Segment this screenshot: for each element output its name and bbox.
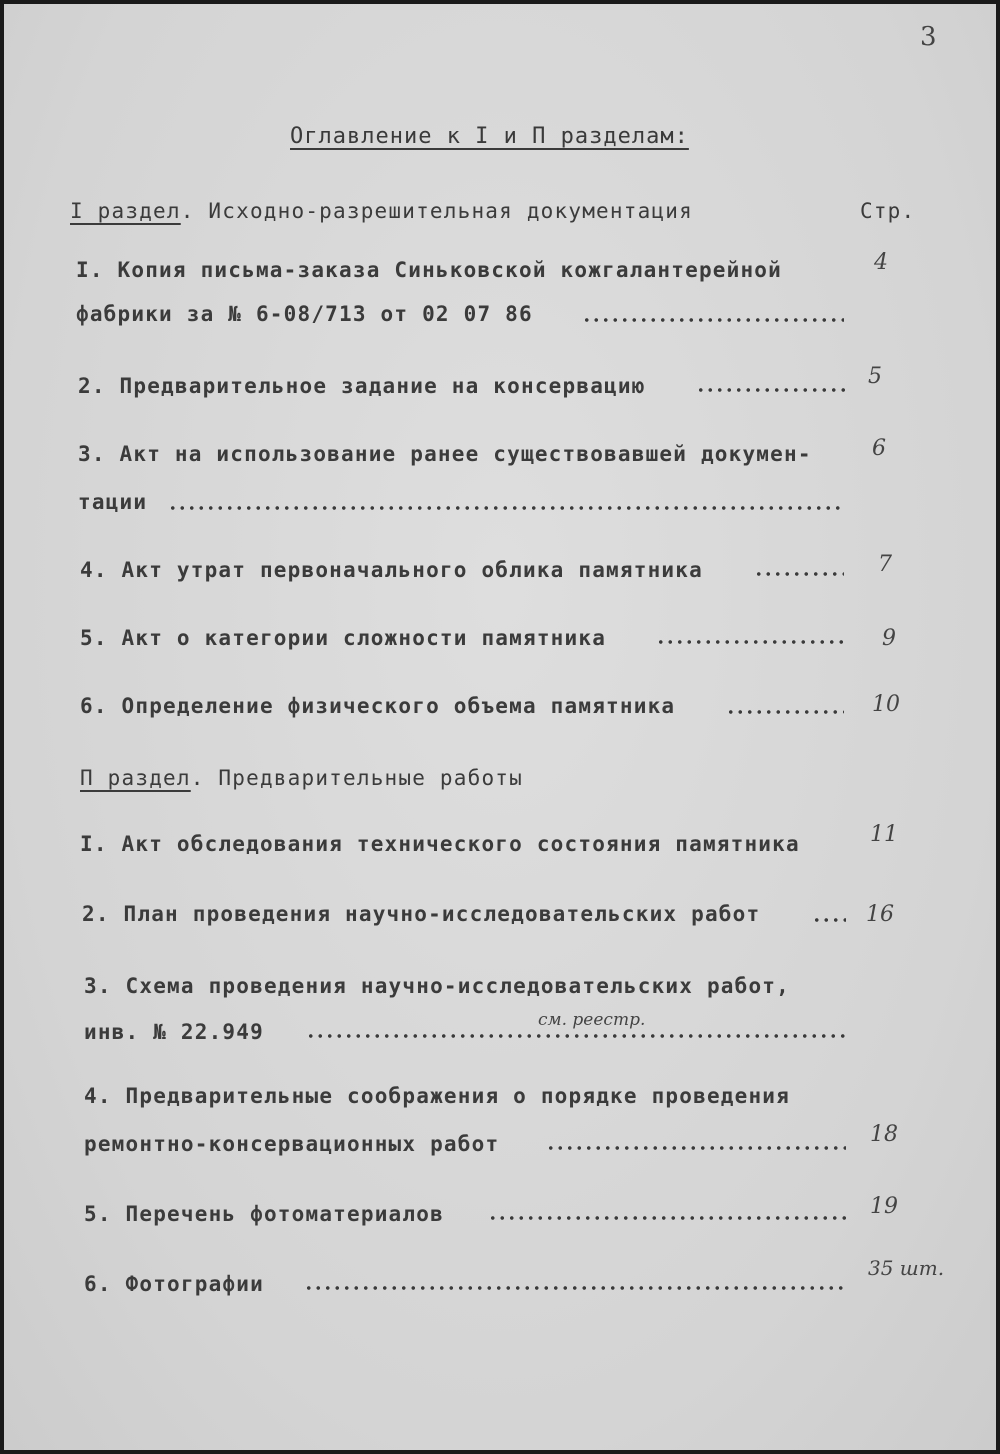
toc-entry-1-1-page: 4: [874, 250, 888, 275]
toc-entry-2-6: 6. Фотографии: [84, 1272, 264, 1296]
toc-entry-1-5-page: 9: [882, 626, 896, 651]
page-title: Оглавление к I и П разделам:: [290, 124, 689, 149]
leader-dots: [488, 1216, 846, 1220]
toc-entry-1-6-page: 10: [872, 692, 900, 717]
toc-entry-1-4-page: 7: [878, 552, 892, 577]
section1-label: I раздел: [70, 199, 181, 223]
section2-label: П раздел: [80, 766, 191, 790]
toc-entry-1-5: 5. Акт о категории сложности памятника: [80, 626, 607, 650]
toc-entry-2-2: 2. План проведения научно-исследовательских работ: [82, 902, 761, 926]
toc-entry-1-2-page: 5: [868, 364, 882, 389]
toc-entry-2-3-line1: 3. Схема проведения научно-исследовательских работ,: [84, 974, 790, 998]
leader-dots: [168, 506, 844, 510]
page-column-label: Стр.: [860, 199, 916, 223]
toc-entry-2-3-line2: инв. № 22.949: [84, 1020, 264, 1044]
handwritten-annotation: см. реестр.: [538, 1010, 646, 1030]
leader-dots: [304, 1286, 846, 1290]
leader-dots: [812, 918, 846, 922]
toc-entry-2-4-page: 18: [870, 1122, 898, 1147]
leader-dots: [754, 572, 844, 576]
leader-dots: [696, 388, 846, 392]
toc-entry-2-4-line1: 4. Предварительные соображения о порядке проведения: [84, 1084, 790, 1108]
toc-entry-1-3-page: 6: [872, 436, 886, 461]
toc-entry-2-1-page: 11: [870, 822, 898, 847]
page-number: 3: [920, 22, 937, 52]
toc-entry-1-3-line2: тации: [78, 490, 148, 514]
leader-dots: [726, 710, 844, 714]
toc-entry-1-6: 6. Определение физического объема памятника: [80, 694, 676, 718]
leader-dots: [656, 640, 844, 644]
leader-dots: [546, 1146, 846, 1150]
toc-entry-2-1: I. Акт обследования технического состояния памятника: [80, 832, 800, 856]
toc-entry-2-5-page: 19: [870, 1194, 898, 1219]
section1-title: . Исходно-разрешительная документация: [180, 199, 693, 223]
toc-entry-1-1-line1: I. Копия письма-заказа Синьковской кожгалантерейной: [76, 258, 782, 282]
toc-entry-1-2: 2. Предварительное задание на консервацию: [78, 374, 646, 398]
document-page: [4, 4, 996, 1450]
toc-entry-2-6-page: 35 шт.: [868, 1256, 945, 1280]
toc-entry-2-5: 5. Перечень фотоматериалов: [84, 1202, 444, 1226]
section2-title: . Предварительные работы: [190, 766, 523, 790]
toc-entry-2-2-page: 16: [866, 902, 894, 927]
toc-entry-1-4: 4. Акт утрат первоначального облика памятника: [80, 558, 703, 582]
toc-entry-1-1-line2: фабрики за № 6-08/713 от 02 07 86: [76, 302, 533, 326]
leader-dots: [306, 1034, 846, 1038]
section1-heading: [70, 199, 693, 223]
leader-dots: [582, 318, 844, 322]
section2-heading: [80, 766, 523, 790]
toc-entry-1-3-line1: 3. Акт на использование ранее существовавшей докумен-: [78, 442, 812, 466]
toc-entry-2-4-line2: ремонтно-консервационных работ: [84, 1132, 500, 1156]
